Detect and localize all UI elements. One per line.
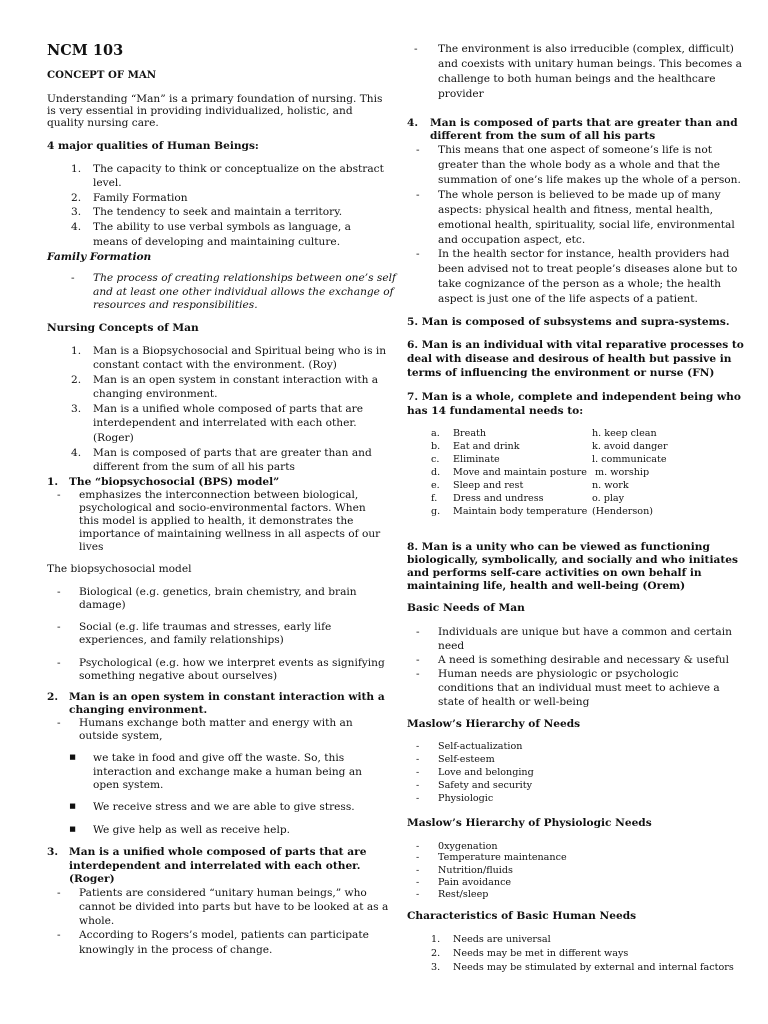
- needs-item: Eat and drink: [453, 441, 520, 452]
- dash-marker: -: [57, 489, 61, 501]
- basic-needs-line: Individuals are unique but have a common and certain: [438, 626, 732, 638]
- model-item-text: Psychological (e.g. how we interpret events as signifying: [79, 657, 385, 669]
- dash-marker: -: [416, 741, 420, 752]
- unified-whole-heading: (Roger): [69, 873, 115, 885]
- environment-line: The environment is also irreducible (complex, difficult): [438, 43, 734, 55]
- dash-marker: -: [57, 887, 61, 899]
- dash-marker: -: [416, 865, 420, 876]
- intro-line: Understanding “Man” is a primary foundation of nursing. This: [47, 93, 383, 105]
- intro-line: quality nursing care.: [47, 117, 159, 129]
- dash-marker: -: [71, 272, 75, 284]
- bps-line: importance of maintaining wellness in all aspects of our: [79, 528, 381, 540]
- physio-item: Temperature maintenance: [438, 852, 567, 863]
- dash-marker: -: [414, 43, 418, 55]
- bps-model-heading: The biopsychosocial model: [47, 563, 192, 575]
- maslow-item: Love and belonging: [438, 767, 534, 778]
- environment-line: challenge to both human beings and the healthcare: [438, 73, 716, 85]
- dash-marker: -: [57, 657, 61, 669]
- parts-line: been advised not to treat people’s diseases alone but to: [438, 263, 738, 275]
- environment-line: and coexists with unitary human beings. This becomes a: [438, 58, 742, 70]
- needs-item: Move and maintain posture: [453, 467, 587, 478]
- list-item-text: changing environment.: [93, 388, 218, 400]
- list-number: 2.: [71, 374, 82, 386]
- maslow-item: Self-actualization: [438, 741, 523, 752]
- dash-marker: -: [57, 929, 61, 941]
- needs-item: Maintain body temperature: [453, 506, 588, 517]
- open-system-heading: Man is an open system in constant interaction with a: [69, 691, 385, 703]
- physio-item: Rest/sleep: [438, 889, 489, 900]
- section-number: 4.: [407, 117, 419, 129]
- definition-line: resources and responsibilities.: [93, 299, 258, 311]
- dash-marker: -: [416, 793, 420, 804]
- physio-item: Nutrition/fluids: [438, 865, 513, 876]
- bullet-text: interaction and exchange make a human being an: [93, 766, 362, 778]
- unified-line: According to Rogers’s model, patients can participate: [79, 929, 369, 941]
- list-number: 3.: [431, 962, 441, 973]
- point-6-line: 6. Man is an individual with vital reparative processes to: [407, 339, 744, 351]
- point-5: 5. Man is composed of subsystems and supra-systems.: [407, 316, 730, 328]
- point-6-line: terms of influencing the environment or nurse (FN): [407, 367, 715, 379]
- list-item-text: level.: [93, 177, 122, 189]
- list-number: 4.: [71, 221, 82, 233]
- unified-line: cannot be divided into parts but have to be looked at as a: [79, 901, 389, 913]
- parts-line: aspects: physical health and fitness, mental health,: [438, 204, 714, 216]
- parts-line: greater than the whole body as a whole and that the: [438, 159, 721, 171]
- parts-line: The whole person is believed to be made up of many: [438, 189, 721, 201]
- physio-item: Pain avoidance: [438, 877, 512, 888]
- list-number: 2.: [71, 192, 82, 204]
- square-bullet: ▪: [69, 751, 77, 763]
- list-number: 4.: [71, 447, 82, 459]
- needs-letter: f.: [431, 493, 438, 504]
- dash-marker: -: [416, 877, 420, 888]
- dash-marker: -: [416, 668, 420, 680]
- list-item-text: interdependent and interrelated with each other.: [93, 417, 357, 429]
- list-number: 1.: [71, 163, 82, 175]
- model-item-text: Biological (e.g. genetics, brain chemistry, and brain: [79, 586, 357, 598]
- needs-item-right: (Henderson): [592, 506, 653, 517]
- square-bullet: ▪: [69, 800, 77, 812]
- list-number: 3.: [71, 403, 82, 415]
- list-number: 3.: [71, 206, 82, 218]
- dash-marker: -: [57, 621, 61, 633]
- maslow-physio-heading: Maslow’s Hierarchy of Physiologic Needs: [407, 817, 652, 829]
- bullet-text: We receive stress and we are able to give stress.: [93, 801, 355, 813]
- characteristic-item: Needs are universal: [453, 934, 551, 945]
- needs-letter: e.: [431, 480, 440, 491]
- point-8-line: biologically, symbolically, and socially and who initiates: [407, 554, 738, 566]
- needs-letter: a.: [431, 428, 440, 439]
- basic-needs-line: conditions that an individual must meet to achieve a: [438, 682, 720, 694]
- needs-item: Dress and undress: [453, 493, 544, 504]
- qualities-heading: 4 major qualities of Human Beings:: [47, 140, 259, 152]
- point-8-line: and performs self-care activities on own behalf in: [407, 567, 702, 579]
- needs-item: Breath: [453, 428, 487, 439]
- bullet-text: we take in food and give off the waste. So, this: [93, 752, 345, 764]
- basic-needs-line: A need is something desirable and necessary & useful: [438, 654, 729, 666]
- list-number: 1.: [71, 345, 82, 357]
- needs-letter: g.: [431, 506, 441, 517]
- dash-marker: -: [416, 248, 420, 260]
- list-item-text: Man is an open system in constant interaction with a: [93, 374, 379, 386]
- needs-item: Eliminate: [453, 454, 500, 465]
- list-item-text: The capacity to think or conceptualize on the abstract: [93, 163, 384, 175]
- bps-line: lives: [79, 541, 104, 553]
- point-8-line: maintaining life, health and well-being (Orem): [407, 580, 686, 592]
- model-item-text: experiences, and family relationships): [79, 634, 284, 646]
- list-item-text: different from the sum of all his parts: [93, 461, 295, 473]
- basic-needs-line: need: [438, 640, 465, 652]
- dash-marker: -: [57, 586, 61, 598]
- dash-marker: -: [416, 626, 420, 638]
- point-6-line: deal with disease and desirous of health but passive in: [407, 353, 732, 365]
- unified-whole-heading: Man is a unified whole composed of parts that are: [69, 846, 367, 858]
- parts-line: and occupation aspect, etc.: [438, 234, 586, 246]
- bps-heading: The “biopsychosocial (BPS) model”: [69, 476, 280, 488]
- list-number: 1.: [431, 934, 441, 945]
- needs-item-right: o. play: [592, 493, 625, 504]
- characteristics-heading: Characteristics of Basic Human Needs: [407, 910, 637, 922]
- unified-line: knowingly in the process of change.: [79, 944, 273, 956]
- basic-needs-line: state of health or well-being: [438, 696, 590, 708]
- document-title: NCM 103: [47, 42, 124, 59]
- list-item-text: Man is composed of parts that are greater than and: [93, 447, 372, 459]
- bps-line: psychological and socio-environmental factors. When: [79, 502, 366, 514]
- square-bullet: ▪: [69, 823, 77, 835]
- parts-greater-heading: different from the sum of all his parts: [430, 130, 656, 142]
- open-system-line: outside system,: [79, 730, 163, 742]
- parts-line: This means that one aspect of someone’s life is not: [438, 144, 712, 156]
- parts-line: In the health sector for instance, health providers had: [438, 248, 730, 260]
- model-item-text: something negative about ourselves): [79, 670, 278, 682]
- maslow-item: Self-esteem: [438, 754, 495, 765]
- definition-line: The process of creating relationships between one’s self: [93, 272, 396, 284]
- dash-marker: -: [416, 767, 420, 778]
- unified-whole-heading: interdependent and interrelated with each other.: [69, 860, 361, 872]
- needs-item-right: h. keep clean: [592, 428, 657, 439]
- basic-needs-heading: Basic Needs of Man: [407, 602, 525, 614]
- unified-line: Patients are considered “unitary human beings,” who: [79, 887, 367, 899]
- list-item-text: Man is a Biopsychosocial and Spiritual being who is in: [93, 345, 387, 357]
- section-number: 3.: [47, 846, 59, 858]
- dash-marker: -: [416, 841, 420, 852]
- list-item-text: constant contact with the environment. (Roy): [93, 359, 337, 371]
- maslow-item: Safety and security: [438, 780, 533, 791]
- open-system-line: Humans exchange both matter and energy with an: [79, 717, 353, 729]
- point-7-line: 7. Man is a whole, complete and independent being who: [407, 391, 741, 403]
- needs-item-right: k. avoid danger: [592, 441, 668, 452]
- point-8-line: 8. Man is a unity who can be viewed as functioning: [407, 541, 710, 553]
- dash-marker: -: [416, 780, 420, 791]
- needs-letter: c.: [431, 454, 440, 465]
- maslow-heading: Maslow’s Hierarchy of Needs: [407, 718, 581, 730]
- concept-heading: CONCEPT OF MAN: [47, 69, 157, 81]
- model-item-text: damage): [79, 599, 126, 611]
- list-item-text: Man is a unified whole composed of parts that are: [93, 403, 363, 415]
- needs-item-right: n. work: [592, 480, 629, 491]
- parts-line: emotional health, spirituality, social life, environmental: [438, 219, 735, 231]
- dash-marker: -: [416, 889, 420, 900]
- list-item-text: The tendency to seek and maintain a territory.: [93, 206, 343, 218]
- point-7-line: has 14 fundamental needs to:: [407, 405, 584, 417]
- characteristic-item: Needs may be met in different ways: [453, 948, 629, 959]
- dash-marker: -: [416, 754, 420, 765]
- needs-item-right: l. communicate: [592, 454, 667, 465]
- open-system-heading: changing environment.: [69, 704, 208, 716]
- family-formation-heading: Family Formation: [47, 251, 152, 263]
- list-number: 2.: [431, 948, 441, 959]
- needs-letter: d.: [431, 467, 441, 478]
- environment-line: provider: [438, 88, 484, 100]
- basic-needs-line: Human needs are physiologic or psychologic: [438, 668, 679, 680]
- section-number: 2.: [47, 691, 59, 703]
- right-column: [384, 0, 768, 1024]
- parts-line: take cognizance of the person as a whole; the health: [438, 278, 721, 290]
- dash-marker: -: [416, 654, 420, 666]
- needs-item-right: m. worship: [592, 467, 650, 478]
- bps-line: emphasizes the interconnection between biological,: [79, 489, 359, 501]
- bullet-text: open system.: [93, 779, 164, 791]
- physio-item: 0xygenation: [438, 841, 498, 852]
- definition-line: and at least one other individual allows the exchange of: [93, 286, 394, 298]
- list-item-text: (Roger): [93, 432, 134, 444]
- parts-line: summation of one’s life makes up the whole of a person.: [438, 174, 741, 186]
- list-item-text: The ability to use verbal symbols as language, a: [93, 221, 351, 233]
- dash-marker: -: [57, 717, 61, 729]
- dash-marker: -: [416, 144, 420, 156]
- needs-item: Sleep and rest: [453, 480, 524, 491]
- parts-greater-heading: Man is composed of parts that are greater than and: [430, 117, 738, 129]
- intro-line: is very essential in providing individualized, holistic, and: [47, 105, 353, 117]
- unified-line: whole.: [79, 915, 115, 927]
- maslow-item: Physiologic: [438, 793, 494, 804]
- needs-letter: b.: [431, 441, 441, 452]
- list-item-text: means of developing and maintaining culture.: [93, 236, 341, 248]
- model-item-text: Social (e.g. life traumas and stresses, early life: [79, 621, 332, 633]
- characteristic-item: Needs may be stimulated by external and internal factors: [453, 962, 734, 973]
- bullet-text: We give help as well as receive help.: [93, 824, 290, 836]
- section-number: 1.: [47, 476, 59, 488]
- dash-marker: -: [416, 189, 420, 201]
- parts-line: aspect is just one of the life aspects of a patient.: [438, 293, 698, 305]
- list-item-text: Family Formation: [93, 192, 188, 204]
- bps-line: this model is applied to health, it demonstrates the: [79, 515, 354, 527]
- dash-marker: -: [416, 852, 420, 863]
- nursing-concepts-heading: Nursing Concepts of Man: [47, 322, 199, 334]
